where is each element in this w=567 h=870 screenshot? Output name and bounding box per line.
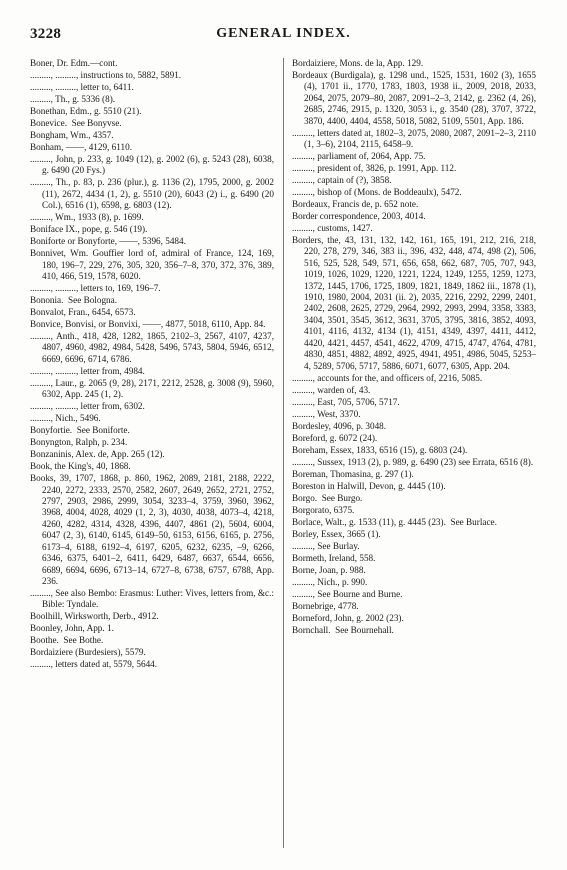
index-entry: Bonethan, Edm., g. 5510 (21).: [30, 106, 142, 116]
index-entry: ........., Sussex, 1913 (2), p. 989, g. 6490 (23) see Errata, 6516 (8).: [292, 456, 534, 467]
index-entry: Borders, the, 43, 131, 132, 142, 161, 165, 191, 212, 216, 218, 220, 278, 279, 346, 383 ii., 396, 432, 448, 474, 498 (2), 506, 516, 525, 528, 549, 571, 656, 658, 662, 687, 705, 707, 943, 1019, 1026, 1029, 1220, 1221, 1224, 1249, 1255, 1259, 1273, 1372, 1445, 1706, 1725, 1809, 1821, 1849, 1862 iii., 1878 (1), 1910, 1980, 2004, 2031 (ii. 2), 2035, 2216, 2292, 2299, 2401, 2402, 2608, 2625, 2729, 2964, 2992, 2993, 2994, 3358, 3383, 3404, 3501, 3545, 3612, 3631, 3705, 3795, 3816, 3852, 4093, 4101, 4116, 4132, 4134 (1), 4151, 4349, 4397, 4411, 4412, 4420, 4421, 4457, 4541, 4622, 4709, 4715, 4747, 4764, 4781, 4830, 4851, 4882, 4892, 4925, 4941, 4951, 4986, 5045, 5253–4, 5289, 5706, 5717, 5886, 6071, 6077, 6305, App. 204.: [292, 235, 539, 371]
index-entry: Bordeaux (Burdigala), g. 1298 und., 1525, 1531, 1602 (3), 1655 (4), 1701 ii., 1770, 1783, 1803, 1938 ii., 2009, 2018, 2033, 2064, 2075, 2079–80, 2087, 2091–2–3, 2142, g. 2362 (4, 26), 2685, 2746, 2915, p. 1320, 3053 i., g. 3540 (28), 3707, 3722, 3870, 4400, 4404, 4558, 5018, 5082, 5109, 5501, App. 186.: [292, 70, 539, 126]
index-entry: Bongham, Wm., 4357.: [30, 130, 114, 140]
index-entry: Bordaiziere (Burdesiers), 5579.: [30, 647, 146, 658]
index-entry: Boonley, John, App. 1.: [30, 623, 114, 634]
index-entry: Book, the King's, 40, 1868.: [30, 461, 131, 472]
index-entry: Bonevice. See Bonyvse.: [30, 118, 122, 128]
index-entry: ........., See Burlay.: [292, 540, 360, 551]
index-entry: ........., See Bourne and Burne.: [292, 588, 403, 599]
index-entry: Borgo. See Burgo.: [292, 492, 363, 503]
index-entry: ........., bishop of (Mons. de Boddeaulx), 5472.: [292, 187, 462, 198]
index-entry: ........., Th., g. 5336 (8).: [30, 94, 116, 104]
index-entry: Border correspondence, 2003, 4014.: [292, 211, 426, 222]
index-columns: [30, 58, 538, 848]
index-entry: ........., captain of (?), 3858.: [292, 175, 392, 186]
index-entry: Bordeaux, Francis de, p. 652 note.: [292, 199, 419, 210]
index-entry: Borlace, Walt., g. 1533 (11), g. 4445 (23). See Burlace.: [292, 516, 497, 527]
index-entry: ........., Laur., g. 2065 (9, 28), 2171, 2212, 2528, g. 3008 (9), 5960, 6302, App. 245 (1, 2).: [30, 377, 277, 400]
index-entry: ........., East, 705, 5706, 5717.: [292, 396, 400, 407]
page-header: [30, 26, 537, 44]
index-entry: Boreman, Thomasina, g. 297 (1).: [292, 468, 414, 479]
index-entry: Bornchall. See Bournehall.: [292, 624, 394, 635]
index-entry: ........., president of, 3826, p. 1991, App. 112.: [292, 163, 457, 174]
index-entry: Bonham, ——, 4129, 6110.: [30, 142, 132, 152]
page-number: 3228: [30, 26, 62, 42]
index-entry: ........., See also Bembo: Erasmus: Luther: Vives, letters from, &c.: Bible: Tyndale.: [30, 587, 277, 610]
index-entry: Borneford, John, g. 2002 (23).: [292, 612, 404, 623]
index-entry: Bonyfortie. See Boniforte.: [30, 425, 130, 436]
index-entry: ........., warden of, 43.: [292, 384, 371, 395]
index-entry: ........., Th., p. 83, p. 236 (plur.), g. 1136 (2), 1795, 2000, g. 2002 (11), 2672, 4434 (1, 2), g. 5510 (20), 6043 (2) i., g. 6490 (20 Col.), 6516 (1), 6598, g. 6803 (12).: [30, 177, 277, 211]
index-entry: ........., Nich., p. 990.: [292, 576, 368, 587]
index-entry: ........., ........., instructions to, 5882, 5891.: [30, 70, 182, 80]
index-entry: Bordesley, 4096, p. 3048.: [292, 420, 387, 431]
index-entry: Bonyngton, Ralph, p. 234.: [30, 437, 128, 448]
index-entry: Bonnivet, Wm. Gouffier lord of, admiral of France, 124, 169, 180, 196–7, 229, 276, 305, 320, 356–7–8, 370, 372, 376, 389, 410, 466, 519, 1578, 6020.: [30, 248, 277, 282]
index-entry: ........., West, 3370.: [292, 408, 361, 419]
right-column: [292, 58, 539, 637]
index-entry: ........., ........., letter from, 4984.: [30, 365, 145, 376]
index-entry: Boolhill, Wirksworth, Derb., 4912.: [30, 611, 159, 622]
column-divider: [283, 58, 284, 848]
index-entry: ........., accounts for the, and officers of, 2216, 5085.: [292, 372, 483, 383]
index-entry: Boothe. See Bothe.: [30, 635, 104, 646]
index-entry: Boreston in Halwill, Devon, g. 4445 (10).: [292, 480, 446, 491]
index-entry: Books, 39, 1707, 1868, p. 860, 1962, 2089, 2181, 2188, 2222, 2240, 2272, 2333, 2570, 2582, 2607, 2649, 2652, 2721, 2752, 2797, 2903, 2986, 2999, 3054, 3233–4, 3759, 3960, 3962, 3968, 4004, 4028, 4029 (1, 2, 3), 4030, 4038, 4073–4, 4218, 4260, 4282, 4314, 4328, 4396, 4407, 4861 (2), 5604, 6004, 6047 (2, 3), 6140, 6145, 6149–50, 6153, 6156, 6165, p. 2756, 6173–4, 6188, 6192–4, 6197, 6205, 6232, 6235, –9, 6266, 6346, 6375, 6401–2, 6411, 6429, 6487, 6637, 6544, 6656, 6689, 6694, 6696, 6713–14, 6727–8, 6738, 6757, 6788, App. 236.: [30, 473, 277, 586]
index-entry: Borley, Essex, 3665 (1).: [292, 528, 381, 539]
index-entry: Bononia. See Bologna.: [30, 295, 118, 306]
index-entry: ........., Anth., 418, 428, 1282, 1865, 2102–3, 2567, 4107, 4237, 4807, 4960, 4982, 4984, 5428, 5496, 5743, 5804, 5946, 6512, 6669, 6696, 6714, 6786.: [30, 331, 277, 364]
left-column: [30, 58, 277, 671]
index-entry: Bornebrige, 4778.: [292, 600, 359, 611]
page-title: GENERAL INDEX.: [216, 26, 351, 41]
index-entry: Borne, Joan, p. 988.: [292, 564, 366, 575]
index-entry: Borgorato, 6375.: [292, 504, 355, 515]
index-entry: ........., parliament of, 2064, App. 75.: [292, 151, 426, 162]
index-entry: ........., letters dated at, 5579, 5644.: [30, 659, 158, 670]
index-entry: ........., customs, 1427.: [292, 223, 373, 234]
index-entry: Boner, Dr. Edm.—cont.: [30, 58, 118, 68]
index-entry: ........., Nich., 5496.: [30, 413, 101, 424]
index-entry: Bonvalot, Fran., 6454, 6573.: [30, 307, 136, 318]
index-entry: Bormeth, Ireland, 558.: [292, 552, 376, 563]
index-entry: ........., John, p. 233, g. 1049 (12), g. 2002 (6), g. 5243 (28), 6038, g. 6490 (20 Fys.): [30, 154, 277, 176]
index-entry: ........., ........., letter from, 6302.: [30, 401, 145, 412]
index-entry: ........., Wm., 1933 (8), p. 1699.: [30, 212, 144, 223]
index-entry: Bonzaninis, Alex. de, App. 265 (12).: [30, 449, 165, 460]
index-entry: Boreham, Essex, 1833, 6516 (15), g. 6803 (24).: [292, 444, 468, 455]
index-entry: Bonvice, Bonvisi, or Bonvixi, ——, 4877, 5018, 6110, App. 84.: [30, 319, 266, 330]
index-entry: Bordaiziere, Mons. de la, App. 129.: [292, 58, 424, 68]
index-entry: ........., ........., letter to, 6411.: [30, 82, 134, 92]
index-entry: ........., letters dated at, 1802–3, 2075, 2080, 2087, 2091–2–3, 2110 (1, 3–6), 2104, 2115, 6458–9.: [292, 127, 539, 150]
index-entry: Boniforte or Bonyforte, ——, 5396, 5484.: [30, 236, 186, 247]
index-entry: Boreford, g. 6072 (24).: [292, 432, 378, 443]
index-entry: ........., ........., letters to, 169, 196–7.: [30, 283, 161, 294]
index-entry: Boniface IX., pope, g. 546 (19).: [30, 224, 148, 235]
